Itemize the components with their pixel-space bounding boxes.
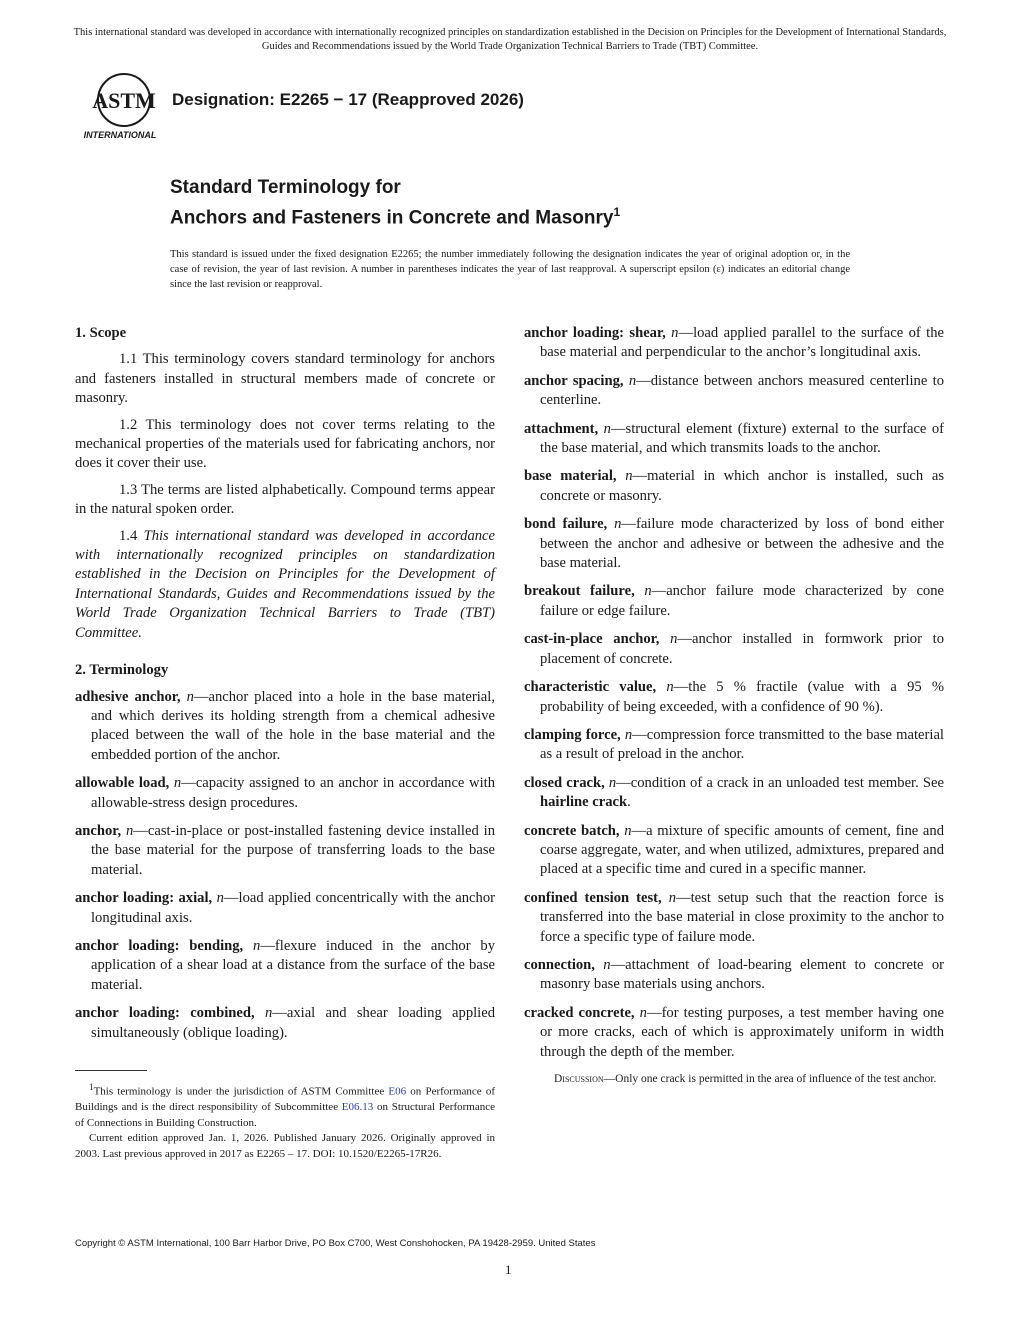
definition-entry: [524, 630, 944, 669]
scope-paragraph-4: [75, 527, 495, 643]
definition-term: clamping force,: [524, 726, 621, 743]
definition-entry: [524, 515, 944, 573]
part-of-speech: n: [639, 1004, 647, 1021]
part-of-speech: n: [671, 325, 679, 341]
title-line-1: Standard Terminology for: [170, 177, 401, 198]
scope-paragraph-4-text: This international standard was developed in accordance with internationally recognized principles on standardization established in the Decision on Principles for the Development of International Standards, Guides and Recommendations issued by the World Trade Organization Technical Barriers to Trade (TBT) Committee.: [75, 527, 495, 641]
definition-entry: [75, 937, 495, 995]
cross-reference: hairline crack: [540, 794, 628, 811]
part-of-speech: n: [624, 726, 633, 743]
part-of-speech: n: [264, 1005, 273, 1022]
definition-entry: [524, 324, 944, 363]
logo-text: ASTM: [92, 88, 156, 113]
definition-entry: [524, 1004, 944, 1062]
definition-entry: [524, 726, 944, 765]
definition-term: breakout failure,: [524, 583, 635, 600]
definition-term: bond failure,: [524, 516, 608, 533]
definition-text: —load applied parallel to the surface of the base material and perpendicular to the anchor’s longitudinal axis.: [540, 325, 944, 361]
part-of-speech: n: [216, 890, 224, 907]
definition-entry: [75, 774, 495, 813]
definition-entry: [524, 956, 944, 995]
definition-entry: [75, 822, 495, 880]
definition-text: —for testing purposes, a test member having one or more cracks, each of which is approximately uniform in width through the depth of the member.: [540, 1004, 944, 1060]
definition-entry: [524, 372, 944, 411]
definition-entry: [524, 678, 944, 717]
definition-text: —test setup such that the reaction force is transferred into the base material in close proximity to the anchor to force a specific type of failure mode.: [540, 889, 944, 945]
definition-text: —material in which anchor is installed, such as concrete or masonry.: [540, 468, 945, 504]
definition-term: attachment,: [524, 420, 599, 437]
scope-paragraph-3: 1.3 The terms are listed alphabetically. Compound terms appear in the natural spoken order.: [75, 481, 495, 518]
definition-entry: [75, 1004, 495, 1043]
footnote: [75, 1080, 495, 1162]
part-of-speech: n: [668, 889, 677, 906]
footnote-rule: [75, 1070, 147, 1071]
copyright-line: Copyright © ASTM International, 100 Barr Harbor Drive, PO Box C700, West Conshohocken, PA 19428-2959. United States: [75, 1238, 596, 1249]
astm-logo: [76, 70, 162, 144]
definition-entry: [75, 688, 495, 766]
definition-term: confined tension test,: [524, 889, 662, 906]
scope-heading: 1. Scope: [75, 325, 127, 341]
definition-term: anchor loading: axial,: [75, 890, 213, 907]
part-of-speech: n: [253, 937, 261, 954]
definition-term: cast-in-place anchor,: [524, 631, 660, 648]
definition-text: —the 5 % fractile (value with a 95 % probability of being exceeded, with a confidence of 90 %).: [540, 679, 945, 715]
terminology-heading: 2. Terminology: [75, 662, 169, 679]
definition-term: connection,: [524, 956, 595, 973]
part-of-speech: n: [644, 583, 652, 600]
definition-text: —capacity assigned to an anchor in accordance with allowable-stress design procedures.: [91, 775, 496, 811]
definition-term: anchor loading: combined,: [75, 1005, 255, 1022]
scope-paragraph-1: 1.1 This terminology covers standard terminology for anchors and fasteners installed in structural members made of concrete or masonry.: [75, 351, 495, 407]
footnote-paragraph-2: Current edition approved Jan. 1, 2026. Published January 2026. Originally approved in 2003. Last previous approved in 2017 as E2265 – 17. DOI: 10.1520/E2265-17R26.: [75, 1132, 495, 1160]
definition-entry: [524, 420, 944, 459]
part-of-speech: n: [670, 631, 678, 648]
part-of-speech: n: [628, 372, 637, 389]
definition-term: concrete batch,: [524, 822, 620, 839]
definition-term: adhesive anchor,: [75, 688, 181, 705]
definition-entry: [524, 822, 944, 880]
definition-text: —cast-in-place or post-installed fastening device installed in the base material for the purpose of transferring loads to the base material.: [91, 822, 495, 878]
page-number: 1: [505, 1262, 512, 1277]
discussion-note: [524, 1071, 944, 1087]
subcommittee-link-e06-13[interactable]: E06.13: [341, 1101, 374, 1114]
footnote-mark: 1: [89, 1082, 94, 1092]
footnote-paragraph-1: [75, 1080, 495, 1131]
part-of-speech: n: [603, 956, 611, 973]
definition-list-right: [524, 324, 944, 1062]
definition-text: —a mixture of specific amounts of cement, fine and coarse aggregate, water, and when utilized, admixtures, prepared and placed at a specific time and cured in a specific manner.: [540, 822, 944, 878]
part-of-speech: n: [173, 775, 182, 792]
definition-text: —structural element (fixture) external to the surface of the base material, and which transmits loads to the anchor.: [540, 420, 945, 457]
right-column: [524, 324, 944, 1087]
definition-term: allowable load,: [75, 775, 170, 792]
definition-text: —compression force transmitted to the base material as a result of preload in the anchor.: [540, 726, 944, 763]
definition-text: —anchor placed into a hole in the base material, and which derives its holding strength from a chemical adhesive placed between the wall of the hole in the base material and the embedded portion of the anchor.: [91, 688, 495, 763]
definition-term: closed crack,: [524, 774, 605, 791]
footnote-text-b: on Performance of Buildings and is the direct responsibility of Subcommittee: [75, 1085, 495, 1114]
committee-link-e06[interactable]: E06: [388, 1085, 407, 1098]
definition-term: cracked concrete,: [524, 1004, 635, 1021]
definition-tail: .: [627, 794, 631, 811]
part-of-speech: n: [625, 468, 633, 485]
footnote-text-a: This terminology is under the jurisdiction of ASTM Committee: [93, 1085, 389, 1098]
footnote-text-c: on Structural Performance of Connections in Building Construction.: [75, 1101, 495, 1129]
scope-paragraph-4-number: 1.4: [119, 527, 144, 544]
definition-term: characteristic value,: [524, 679, 657, 696]
definition-text: —condition of a crack in an unloaded test member. See: [616, 774, 944, 791]
definition-text: —flexure induced in the anchor by application of a shear load at a distance from the surface of the base material.: [91, 937, 495, 993]
title-footnote-mark: 1: [613, 205, 621, 219]
definition-entry: [75, 889, 495, 928]
definition-term: anchor,: [75, 822, 122, 839]
definition-term: anchor spacing,: [524, 372, 624, 389]
definition-text: —axial and shear loading applied simultaneously (oblique loading).: [91, 1005, 495, 1041]
part-of-speech: n: [186, 688, 194, 705]
top-notice: This international standard was developed in accordance with internationally recognized principles on standardization established in the Decision on Principles for the Development of International Standards, Guides and Recommendations issued by the World Trade Organization Technical Barriers to Trade (TBT) Committee.: [73, 27, 947, 52]
left-column: [75, 324, 495, 1052]
definition-term: base material,: [524, 468, 617, 485]
part-of-speech: n: [614, 516, 622, 533]
part-of-speech: n: [624, 822, 632, 839]
definition-text: —anchor installed in formwork prior to placement of concrete.: [540, 631, 944, 667]
scope-paragraph-2: 1.2 This terminology does not cover terms relating to the mechanical properties of the materials used for fabricating anchors, nor does it cover their use.: [75, 416, 495, 472]
part-of-speech: n: [126, 822, 134, 839]
definition-text: —failure mode characterized by loss of bond either between the anchor and adhesive or between the adhesive and the base material.: [540, 516, 944, 572]
definition-text: —anchor failure mode characterized by cone failure or edge failure.: [540, 583, 945, 619]
logo-subtext: INTERNATIONAL: [83, 130, 157, 140]
definition-term: anchor loading: bending,: [75, 937, 244, 954]
definition-text: —load applied concentrically with the anchor longitudinal axis.: [91, 890, 495, 926]
definition-entry: [524, 467, 944, 506]
discussion-label: Discussion: [554, 1073, 604, 1085]
part-of-speech: n: [608, 774, 617, 791]
definition-term: anchor loading: shear,: [524, 325, 666, 341]
document-title: [170, 176, 620, 230]
part-of-speech: n: [666, 679, 674, 696]
discussion-text: —Only one crack is permitted in the area of influence of the test anchor.: [603, 1073, 937, 1085]
title-line-2: Anchors and Fasteners in Concrete and Masonry: [170, 207, 614, 229]
definition-entry: [524, 582, 944, 621]
definition-text: —attachment of load-bearing element to concrete or masonry base materials using anchors.: [540, 956, 944, 993]
definition-entry: [524, 889, 944, 947]
definition-list-left: [75, 688, 495, 1044]
designation: Designation: E2265 − 17 (Reapproved 2026): [172, 90, 524, 109]
definition-text: —distance between anchors measured centerline to centerline.: [540, 372, 944, 409]
part-of-speech: n: [603, 420, 611, 437]
definition-entry: [524, 774, 944, 813]
issue-note: This standard is issued under the fixed designation E2265; the number immediately following the designation indicates the year of original adoption or, in the case of revision, the year of last revision. A number in parentheses indicates the year of last reapproval. A superscript epsilon (ε) indicates an editorial change since the last revision or reapproval.: [170, 249, 850, 290]
